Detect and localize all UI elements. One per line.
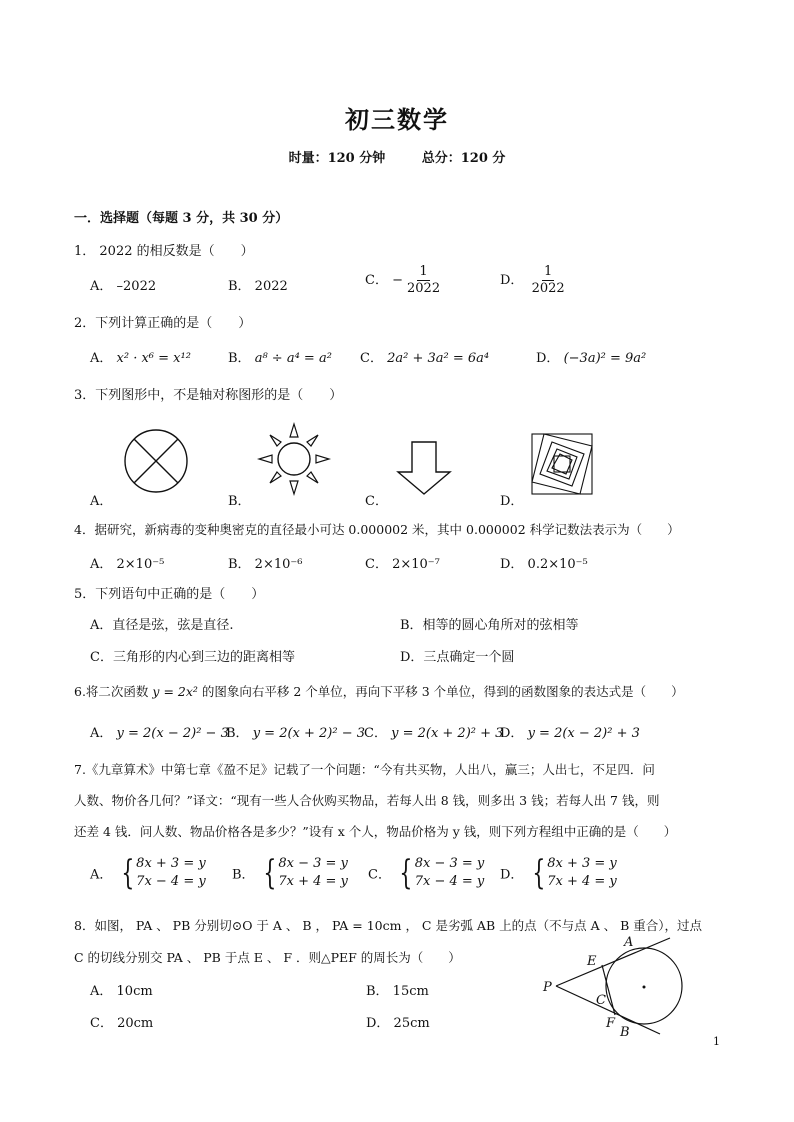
question-7-line-2: 人数、物价各几何？”译文：“现有一些人合伙购买物品，若每人出 8 钱，则多出 3 钱；若每人出 7 钱，则 <box>74 793 660 808</box>
q4-option-c: C． 2×10⁻⁷ <box>365 557 440 572</box>
q1-option-b: B． 2022 <box>228 279 288 294</box>
q3-option-c: C． <box>365 494 388 509</box>
q2-option-d: D． (−3a)² = 9a² <box>536 351 647 366</box>
exam-time: 时量：120 分钟 <box>288 151 386 166</box>
q4-option-b: B． 2×10⁻⁶ <box>228 557 303 572</box>
q6-option-d: D． y = 2(x − 2)² + 3 <box>500 726 640 741</box>
q6-option-c: C． y = 2(x + 2)² + 3 <box>364 726 504 741</box>
page-title: 初三数学 <box>345 105 449 134</box>
q2-option-c: C． 2a² + 3a² = 6a⁴ <box>360 351 490 366</box>
label-f: F <box>606 1016 616 1031</box>
label-e: E <box>587 954 597 969</box>
question-5-stem: 5．下列语句中正确的是（ ） <box>74 587 265 602</box>
q6-option-b: B． y = 2(x + 2)² − 3 <box>226 726 366 741</box>
question-8-line-2: C 的切线分别交 PA 、 PB 于点 E 、 F ．则△PEF 的周长为（ ） <box>74 950 461 965</box>
page-number: 1 <box>713 1035 720 1048</box>
q1-option-a: A． –2022 <box>90 279 157 294</box>
question-1-stem: 1． 2022 的相反数是（ ） <box>74 244 254 259</box>
question-2-stem: 2．下列计算正确的是（ ） <box>74 316 252 331</box>
q5-option-a: A．直径是弦，弦是直径. <box>90 618 234 633</box>
figure-sun <box>255 420 333 498</box>
q7-option-a: A． { 8x + 3 = y 7x − 4 = y <box>90 853 206 893</box>
q1-option-c: C． − $\frac{1}{2022}$ <box>365 264 441 296</box>
q5-option-d: D．三点确定一个圆 <box>400 650 515 665</box>
q3-option-b: B． <box>228 494 251 509</box>
q2-option-b: B． a⁸ ÷ a⁴ = a² <box>228 351 332 366</box>
q1-option-d: D． $\frac{1}{2022}$ <box>500 264 565 296</box>
q8-option-a: A． 10cm <box>90 984 153 999</box>
q7-option-d: D． { 8x + 3 = y 7x + 4 = y <box>500 853 617 893</box>
q8-option-d: D． 25cm <box>366 1016 430 1031</box>
figure-spiral-squares <box>530 432 594 496</box>
label-p: P <box>543 980 552 995</box>
question-3-stem: 3．下列图形中，不是轴对称图形的是（ ） <box>74 388 343 403</box>
q4-option-d: D． 0.2×10⁻⁵ <box>500 557 588 572</box>
q3-option-a: A． <box>90 494 113 509</box>
figure-tangent-circle <box>540 930 680 1040</box>
question-8-line-1: 8．如图， PA 、 PB 分别切⊙O 于 A 、 B ， PA = 10cm ， C 是劣弧 AB 上的点（不与点 A 、 B 重合），过点 <box>74 918 702 933</box>
q5-option-b: B．相等的圆心角所对的弦相等 <box>400 618 579 633</box>
question-6-stem: 6.将二次函数 y = 2x² 的图象向右平移 2 个单位，再向下平移 3 个单位，得到的函数图象的表达式是（ ） <box>74 684 684 699</box>
q8-option-b: B． 15cm <box>366 984 429 999</box>
question-7-line-1: 7.《九章算术》中第七章《盈不足》记载了一个问题：“今有共买物，人出八，赢三；人出七，不足四．问 <box>74 762 655 777</box>
figure-circle-cross <box>120 425 192 497</box>
label-b: B <box>620 1025 630 1040</box>
q4-option-a: A． 2×10⁻⁵ <box>90 557 165 572</box>
q3-option-d: D． <box>500 494 524 509</box>
q1-d-fraction: $\frac{1}{2022}$ <box>531 264 565 296</box>
q8-option-c: C． 20cm <box>90 1016 154 1031</box>
question-4-stem: 4．据研究，新病毒的变种奥密克的直径最小可达 0.000002 米，其中 0.000002 科学记数法表示为（ ） <box>74 522 680 537</box>
figure-down-arrow <box>398 440 454 496</box>
section-heading: 一．选择题（每题 3 分，共 30 分） <box>74 211 289 226</box>
question-7-line-3: 还差 4 钱．问人数、物品价格各是多少？”设有 x 个人，物品价格为 y 钱，则下列方程组中正确的是（ ） <box>74 824 677 839</box>
q1-c-fraction: $\frac{1}{2022}$ <box>407 264 441 296</box>
label-c: C <box>596 993 606 1008</box>
q7-option-c: C． { 8x − 3 = y 7x − 4 = y <box>368 853 485 893</box>
exam-info <box>0 147 794 166</box>
q5-option-c: C．三角形的内心到三边的距离相等 <box>90 650 295 665</box>
q7-option-b: B． { 8x − 3 = y 7x + 4 = y <box>232 853 348 893</box>
q2-option-a: A． x² · x⁶ = x¹² <box>90 351 191 366</box>
q6-option-a: A． y = 2(x − 2)² − 3 <box>90 726 229 741</box>
label-a: A <box>624 935 634 950</box>
exam-score: 总分：120 分 <box>421 151 506 166</box>
